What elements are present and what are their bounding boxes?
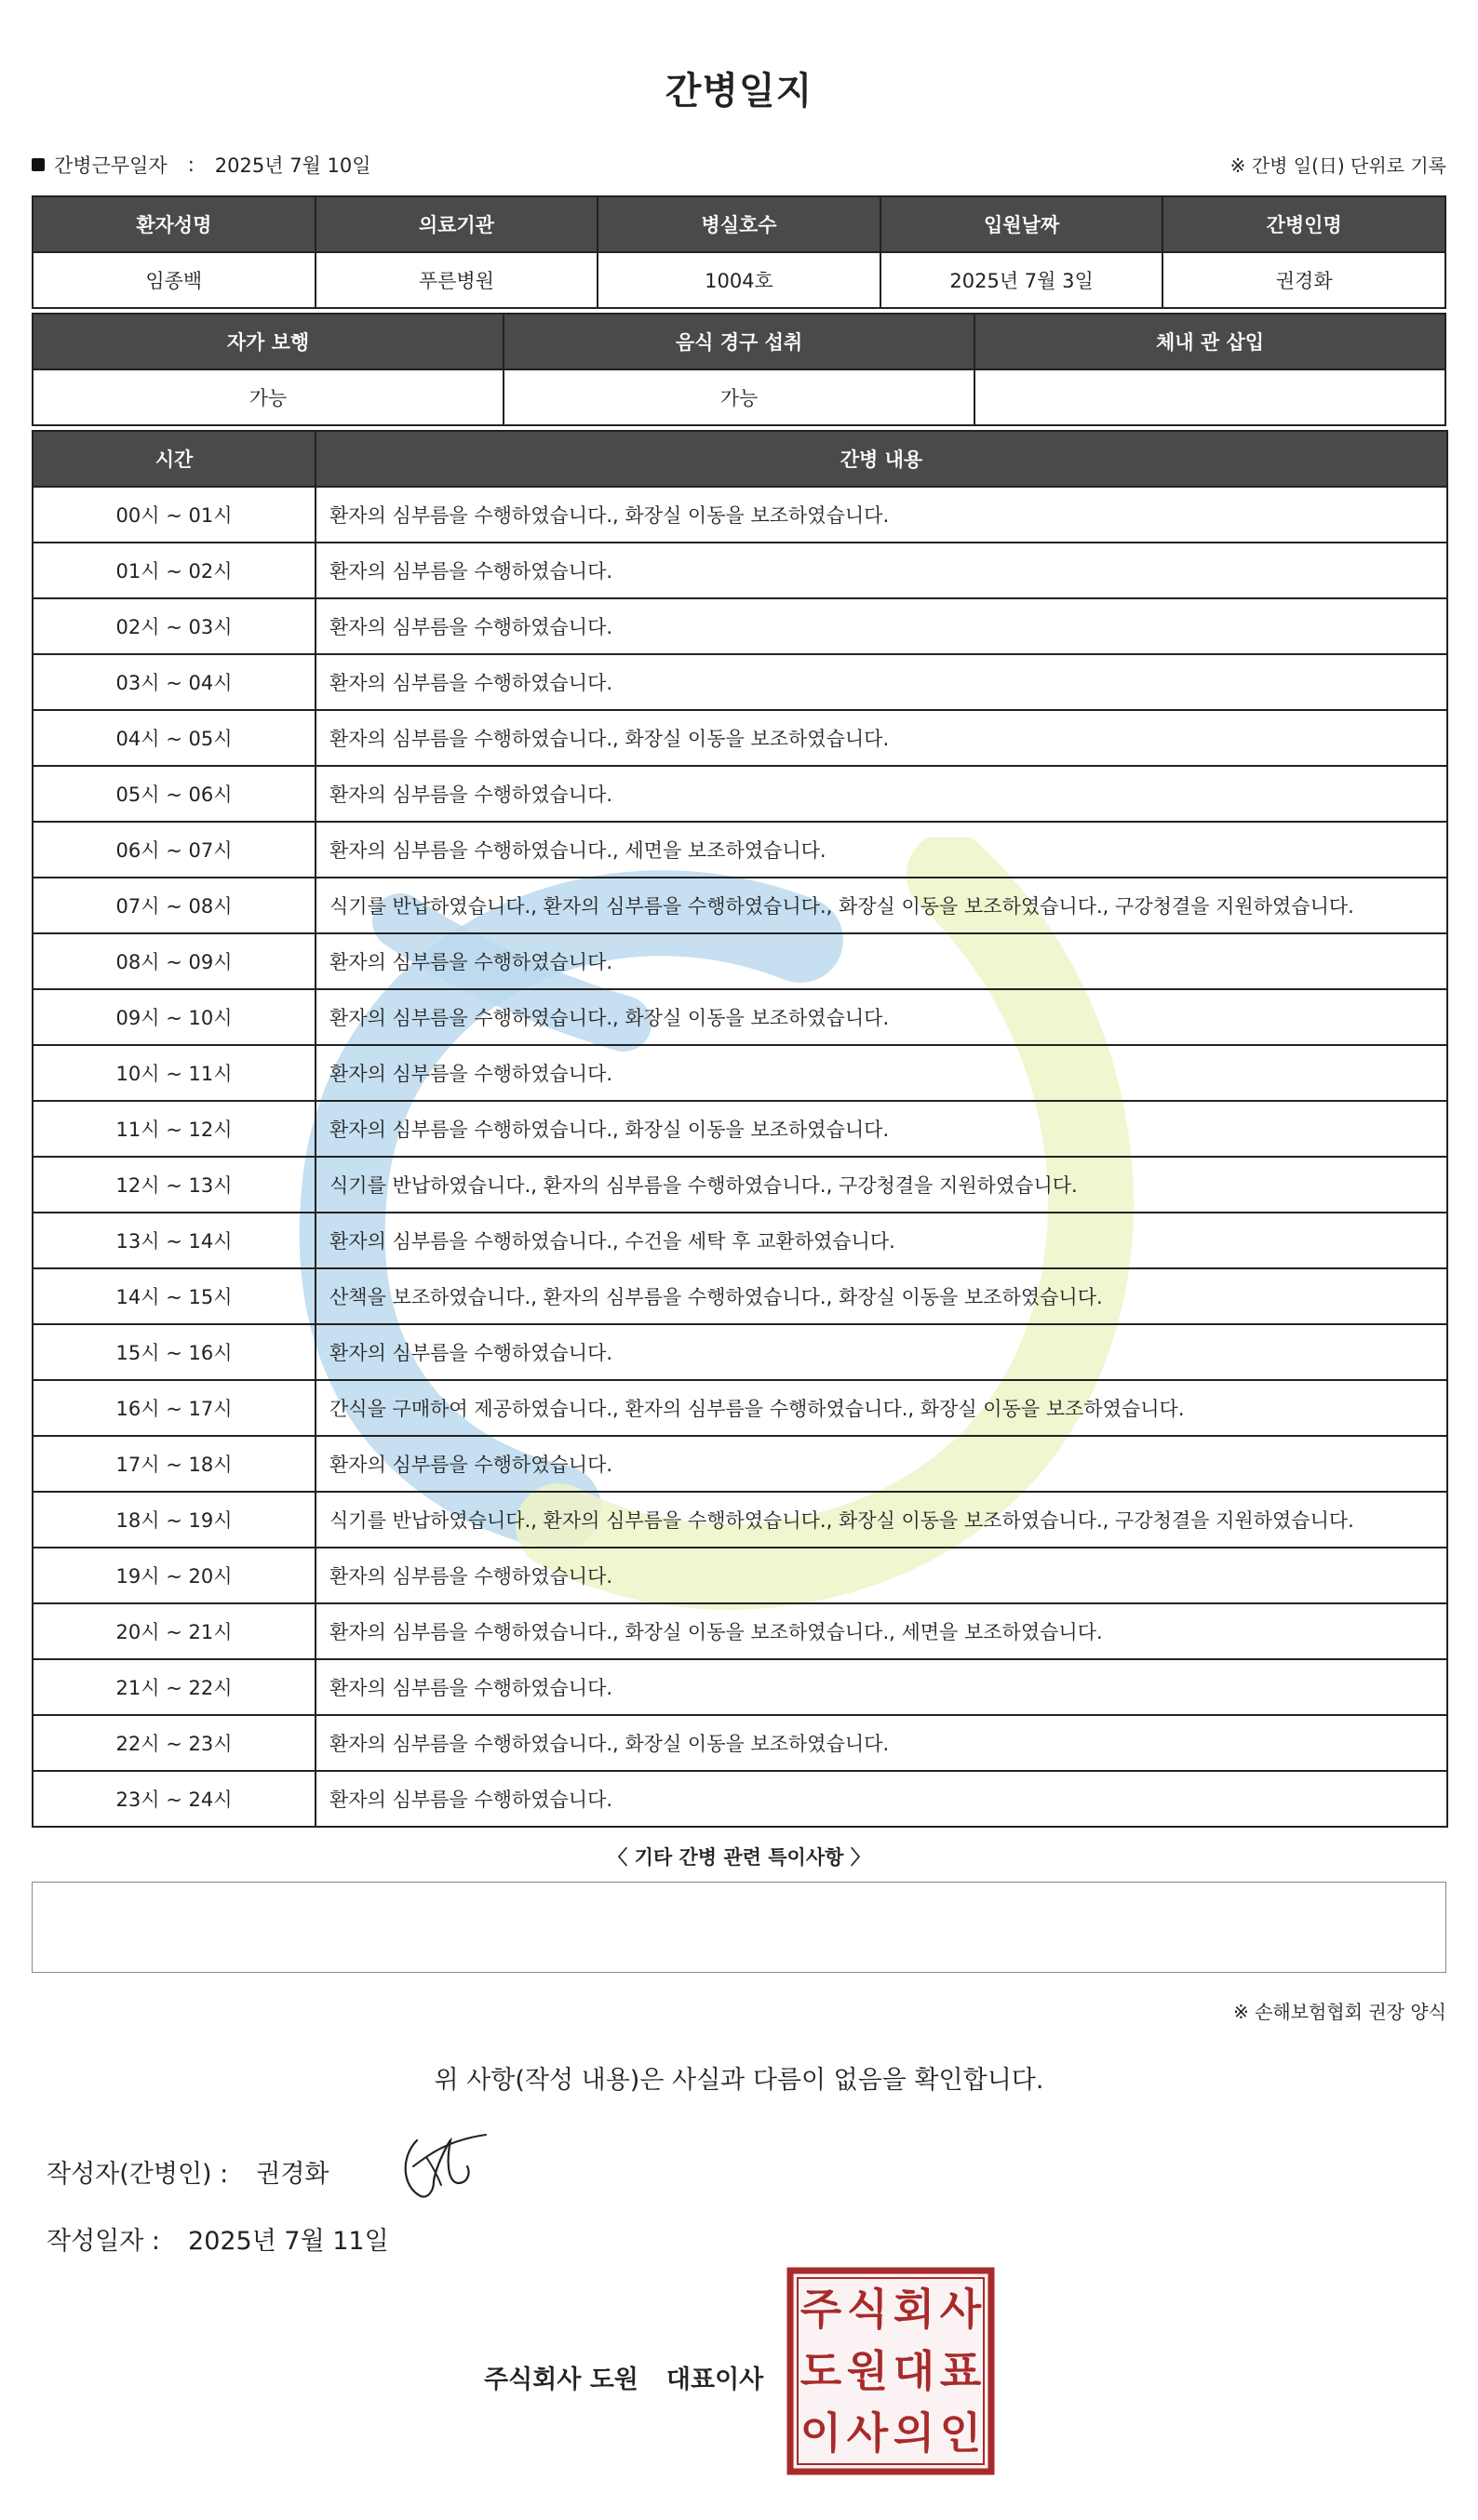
care-log-row (33, 598, 1447, 654)
writer-label: 작성자(간병인) : (47, 2160, 229, 2189)
care-log-content: 환자의 심부름을 수행하였습니다. (316, 543, 1447, 598)
admission-date: 2025년 7월 3일 (880, 252, 1163, 308)
care-log-time: 11시 ~ 12시 (33, 1101, 316, 1157)
care-log-table (32, 430, 1448, 1828)
care-log-row (33, 1659, 1447, 1715)
header-oral-intake: 음식 경구 섭취 (504, 314, 974, 369)
seal-character: 회 (893, 2284, 935, 2335)
care-log-row (33, 1045, 1447, 1101)
header-self-walking: 자가 보행 (33, 314, 504, 369)
seal-character: 원 (846, 2346, 889, 2396)
patient-name: 임종백 (33, 252, 316, 308)
care-log-row (33, 989, 1447, 1045)
company-signature-line (484, 2359, 763, 2395)
care-log-time: 05시 ~ 06시 (33, 766, 316, 822)
care-log-content: 환자의 심부름을 수행하였습니다. (316, 933, 1447, 989)
care-log-row (33, 1324, 1447, 1380)
special-notes-title: 〈 기타 간병 관련 특이사항 〉 (608, 1846, 870, 1869)
seal-character: 식 (846, 2284, 889, 2335)
care-log-time: 06시 ~ 07시 (33, 822, 316, 878)
self-walking-value: 가능 (33, 369, 504, 425)
care-log-time: 07시 ~ 08시 (33, 878, 316, 933)
write-date-row (47, 2220, 389, 2257)
care-log-time: 17시 ~ 18시 (33, 1436, 316, 1492)
care-log-time: 21시 ~ 22시 (33, 1659, 316, 1715)
care-log-time: 09시 ~ 10시 (33, 989, 316, 1045)
seal-character: 사 (939, 2284, 982, 2335)
seal-character: 주 (799, 2284, 842, 2335)
caregiver-name: 권경화 (1162, 252, 1445, 308)
square-bullet-icon (32, 158, 45, 171)
room-number: 1004호 (598, 252, 880, 308)
care-log-row (33, 543, 1447, 598)
care-log-content: 식기를 반납하였습니다., 환자의 심부름을 수행하였습니다., 구강청결을 지원하였습니다. (316, 1157, 1447, 1213)
care-log-row (33, 933, 1447, 989)
care-log-time: 10시 ~ 11시 (33, 1045, 316, 1101)
care-log-time: 00시 ~ 01시 (33, 487, 316, 543)
care-log-content: 환자의 심부름을 수행하였습니다. (316, 654, 1447, 710)
care-log-content: 간식을 구매하여 제공하였습니다., 환자의 심부름을 수행하였습니다., 화장실 이동을 보조하였습니다. (316, 1380, 1447, 1436)
care-log-content: 환자의 심부름을 수행하였습니다. (316, 1045, 1447, 1101)
care-log-time: 14시 ~ 15시 (33, 1268, 316, 1324)
work-date (32, 151, 371, 179)
company-role: 대표이사 (665, 2366, 764, 2394)
special-notes-box (32, 1882, 1446, 1973)
care-log-header-row (33, 431, 1447, 487)
care-log-time: 23시 ~ 24시 (33, 1771, 316, 1827)
patient-info-table (32, 195, 1446, 309)
care-log-time: 03시 ~ 04시 (33, 654, 316, 710)
care-log-row (33, 654, 1447, 710)
care-log-time: 16시 ~ 17시 (33, 1380, 316, 1436)
header-admission-date: 입원날짜 (880, 196, 1163, 252)
care-log-row (33, 1268, 1447, 1324)
care-log-time: 12시 ~ 13시 (33, 1157, 316, 1213)
header-time: 시간 (33, 431, 316, 487)
care-log-row (33, 766, 1447, 822)
care-log-row (33, 1157, 1447, 1213)
care-log-content: 환자의 심부름을 수행하였습니다., 세면을 보조하였습니다. (316, 822, 1447, 878)
care-log-content: 환자의 심부름을 수행하였습니다., 수건을 세탁 후 교환하였습니다. (316, 1213, 1447, 1268)
header-room-number: 병실호수 (598, 196, 880, 252)
care-log-content: 환자의 심부름을 수행하였습니다. (316, 766, 1447, 822)
seal-character: 인 (939, 2407, 982, 2459)
ability-value-row (33, 369, 1445, 425)
header-caregiver-name: 간병인명 (1162, 196, 1445, 252)
care-log-time: 22시 ~ 23시 (33, 1715, 316, 1771)
care-log-row (33, 1101, 1447, 1157)
write-date-value: 2025년 7월 11일 (188, 2227, 389, 2256)
care-log-row (33, 1548, 1447, 1603)
special-notes-text (33, 1883, 1445, 1905)
care-log-content: 식기를 반납하였습니다., 환자의 심부름을 수행하였습니다., 화장실 이동을 보조하였습니다., 구강청결을 지원하였습니다. (316, 1492, 1447, 1548)
ability-header-row (33, 314, 1445, 369)
patient-info-header-row (33, 196, 1445, 252)
company-seal-icon (786, 2267, 995, 2475)
writer-name: 권경화 (256, 2160, 329, 2189)
tube-insertion-value (974, 369, 1445, 425)
care-log-content: 환자의 심부름을 수행하였습니다., 화장실 이동을 보조하였습니다. (316, 710, 1447, 766)
care-log-row (33, 1436, 1447, 1492)
seal-character: 사 (846, 2407, 889, 2459)
oral-intake-value: 가능 (504, 369, 974, 425)
seal-character: 이 (799, 2407, 842, 2459)
meta-row (32, 151, 1446, 182)
care-log-time: 19시 ~ 20시 (33, 1548, 316, 1603)
care-log-content: 산책을 보조하였습니다., 환자의 심부름을 수행하였습니다., 화장실 이동을 보조하였습니다. (316, 1268, 1447, 1324)
work-date-label: 간병근무일자 (54, 154, 168, 177)
care-log-content: 환자의 심부름을 수행하였습니다. (316, 1324, 1447, 1380)
care-log-content: 환자의 심부름을 수행하였습니다. (316, 1436, 1447, 1492)
care-log-row (33, 878, 1447, 933)
header-hospital: 의료기관 (316, 196, 598, 252)
care-log-row (33, 710, 1447, 766)
care-log-time: 20시 ~ 21시 (33, 1603, 316, 1659)
seal-character: 표 (939, 2346, 982, 2396)
care-log-row (33, 487, 1447, 543)
care-log-content: 환자의 심부름을 수행하였습니다., 화장실 이동을 보조하였습니다. (316, 1101, 1447, 1157)
care-log-time: 01시 ~ 02시 (33, 543, 316, 598)
care-log-time: 15시 ~ 16시 (33, 1324, 316, 1380)
work-date-colon: : (187, 154, 195, 176)
care-log-row (33, 1771, 1447, 1827)
patient-ability-table (32, 313, 1446, 426)
care-log-content: 환자의 심부름을 수행하였습니다., 화장실 이동을 보조하였습니다., 세면을 보조하였습니다. (316, 1603, 1447, 1659)
care-log-time: 08시 ~ 09시 (33, 933, 316, 989)
seal-character: 의 (893, 2407, 935, 2459)
care-log-content: 환자의 심부름을 수행하였습니다. (316, 598, 1447, 654)
care-log-content: 환자의 심부름을 수행하였습니다., 화장실 이동을 보조하였습니다. (316, 989, 1447, 1045)
care-log-row (33, 1213, 1447, 1268)
work-date-value: 2025년 7월 10일 (214, 154, 371, 177)
care-log-row (33, 1603, 1447, 1659)
care-log-content: 환자의 심부름을 수행하였습니다., 화장실 이동을 보조하였습니다. (316, 487, 1447, 543)
care-log-time: 02시 ~ 03시 (33, 598, 316, 654)
company-name: 주식회사 도원 (484, 2366, 638, 2394)
care-log-row (33, 1380, 1447, 1436)
care-log-content: 환자의 심부름을 수행하였습니다. (316, 1771, 1447, 1827)
seal-character: 대 (893, 2346, 935, 2396)
page-title: 간병일지 (665, 70, 813, 113)
care-log-time: 04시 ~ 05시 (33, 710, 316, 766)
record-unit-note: ※ 간병 일(日) 단위로 기록 (1229, 154, 1446, 177)
care-log-content: 식기를 반납하였습니다., 환자의 심부름을 수행하였습니다., 화장실 이동을 보조하였습니다., 구강청결을 지원하였습니다. (316, 878, 1447, 933)
recommended-form-note: ※ 손해보험협회 권장 양식 (1232, 2001, 1446, 2023)
patient-info-value-row (33, 252, 1445, 308)
header-tube-insertion: 체내 관 삽입 (974, 314, 1445, 369)
writer-row (47, 2153, 329, 2190)
care-log-time: 18시 ~ 19시 (33, 1492, 316, 1548)
care-log-content: 환자의 심부름을 수행하였습니다., 화장실 이동을 보조하였습니다. (316, 1715, 1447, 1771)
care-log-row (33, 1492, 1447, 1548)
care-log-row (33, 1715, 1447, 1771)
seal-character: 도 (799, 2346, 842, 2396)
header-patient-name: 환자성명 (33, 196, 316, 252)
write-date-label: 작성일자 : (47, 2227, 161, 2256)
handwritten-signature-icon (400, 2129, 493, 2204)
care-log-content: 환자의 심부름을 수행하였습니다. (316, 1659, 1447, 1715)
care-log-body (33, 487, 1447, 1827)
header-care-content: 간병 내용 (316, 431, 1447, 487)
care-log-time: 13시 ~ 14시 (33, 1213, 316, 1268)
confirmation-statement: 위 사항(작성 내용)은 사실과 다름이 없음을 확인합니다. (434, 2066, 1044, 2095)
care-log-content: 환자의 심부름을 수행하였습니다. (316, 1548, 1447, 1603)
hospital-name: 푸른병원 (316, 252, 598, 308)
care-log-row (33, 822, 1447, 878)
